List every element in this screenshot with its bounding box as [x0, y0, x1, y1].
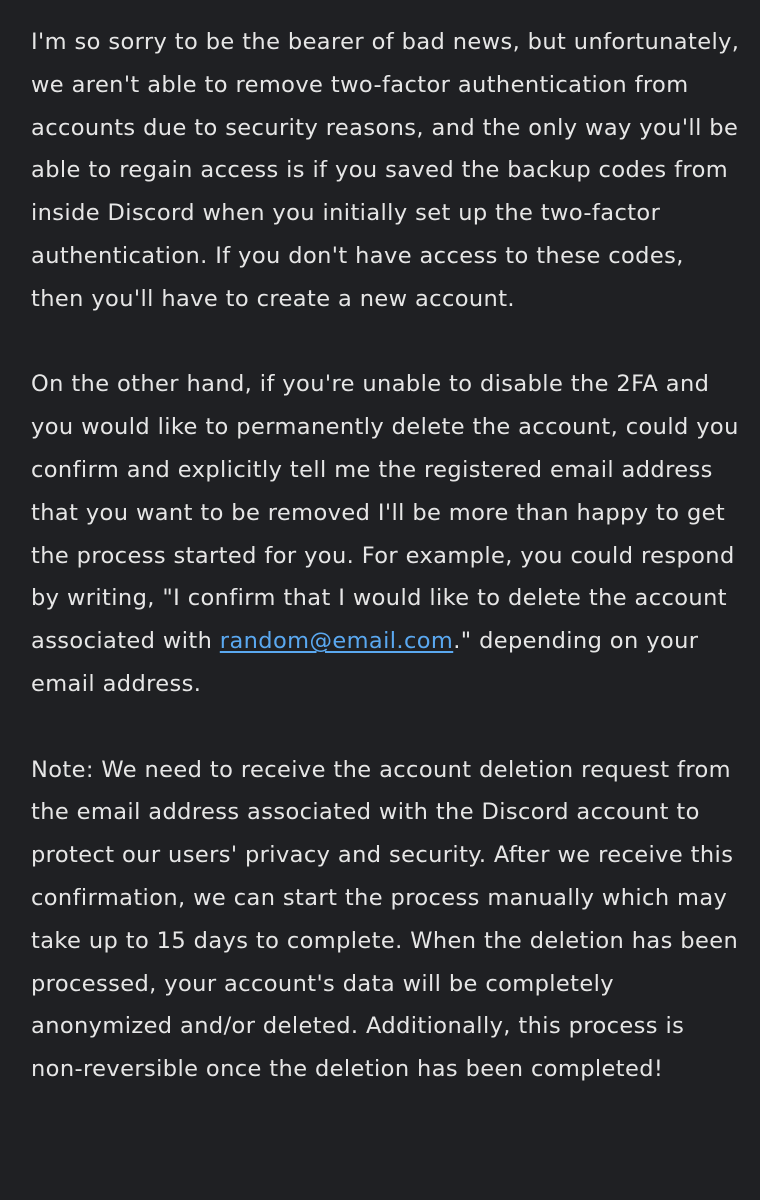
paragraph-text-before-link: On the other hand, if you're unable to disable the 2FA and you would like to permanently delete the account, could you confirm and explicitly tell me the registered email address that you want to be removed I'll be more than happy to get the process started for you. For example, you could respond by writing, "I confirm that I would like to delete the account associated with — [31, 371, 739, 655]
paragraph-text-after-link: ." depending on your email address. — [31, 628, 699, 697]
email-link[interactable]: random@email.com — [219, 628, 454, 655]
support-message — [31, 21, 743, 1091]
message-paragraph-note: Note: We need to receive the account deletion request from the email address associated with the Discord account to protect our users' privacy and security. After we receive this confirmation, we can start the process manually which may take up to 15 days to complete. When the deletion has been processed, your account's data will be completely anonymized and/or deleted. Additionally, this process is non-reversible once the deletion has been completed! — [31, 756, 739, 1083]
message-paragraph-deletion-request — [31, 363, 743, 705]
message-paragraph-bad-news: I'm so sorry to be the bearer of bad news, but unfortunately, we aren't able to remove two-factor authentication from accounts due to security reasons, and the only way you'll be able to regain access is if you saved the backup codes from inside Discord when you initially set up the two-factor authentication. If you don't have access to these codes, then you'll have to create a new account. — [31, 29, 740, 312]
